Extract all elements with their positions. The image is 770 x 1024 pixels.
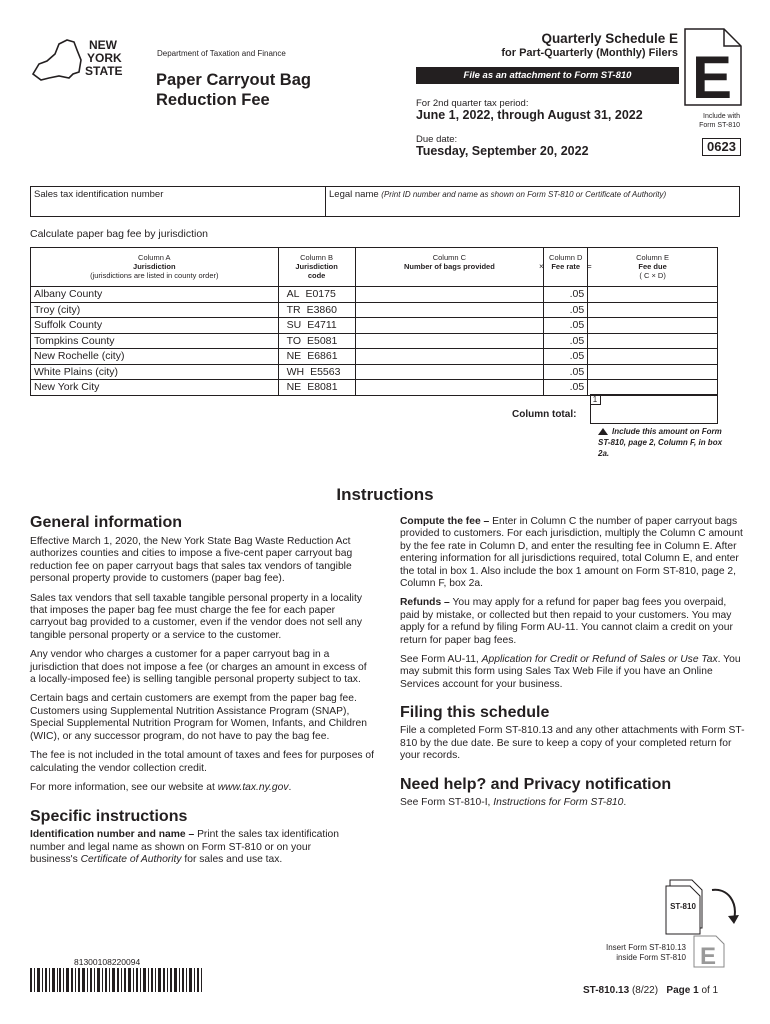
jurisdiction-cell: New Rochelle (city) — [31, 349, 279, 365]
title-line-1: Paper Carryout Bag — [156, 71, 311, 89]
legal-name-text: Legal name — [329, 189, 379, 200]
code-value: E0175 — [305, 288, 336, 301]
column-b-title-2: code — [307, 271, 326, 280]
sales-tax-id-input[interactable] — [31, 201, 324, 216]
logo-text-new: NEW — [89, 38, 117, 52]
specific-italic: Certificate of Authority — [80, 854, 182, 866]
due-date-label: Due date: — [416, 134, 458, 145]
table-row — [31, 287, 718, 303]
column-e-header — [588, 248, 718, 287]
fee-due-input[interactable] — [588, 302, 718, 318]
column-b-header — [278, 248, 355, 287]
code-prefix: TR — [286, 303, 301, 316]
insert-note — [606, 943, 686, 962]
code-prefix: SU — [286, 319, 302, 332]
rate-cell: .05 — [544, 349, 588, 365]
page-of: of 1 — [701, 985, 719, 996]
code-value: E5081 — [307, 334, 338, 347]
bags-input[interactable] — [355, 333, 544, 349]
title-line-2: Reduction Fee — [156, 91, 270, 109]
st810-icon-label: ST-810 — [670, 902, 696, 911]
code-prefix: AL — [286, 288, 300, 301]
jurisdiction-cell: New York City — [31, 380, 279, 396]
help-para — [400, 797, 745, 809]
refunds-para — [400, 597, 745, 647]
bags-input[interactable] — [355, 380, 544, 396]
code-value: E8081 — [307, 381, 338, 394]
code-value: E6861 — [307, 350, 338, 363]
au11-suffix: . You may submit this form using Sales Tax Web File if you have an Online Services account for your business. — [400, 654, 741, 690]
more-info-suffix: . — [288, 781, 292, 793]
box-number: 1 — [590, 394, 601, 405]
fee-due-input[interactable] — [588, 380, 718, 396]
specific-tail: for sales and use tax. — [181, 854, 283, 866]
bags-input[interactable] — [355, 287, 544, 303]
fee-due-input[interactable] — [588, 349, 718, 365]
column-a-title: Jurisdiction — [133, 262, 176, 271]
general-para-1: Effective March 1, 2020, the New York State Bag Waste Reduction Act authorizes counties and cities to impose a five-cent paper carryout bag reduction fee on paper carryout bags that sales tax vendors of tangible personal property provide to customers (paper bag fee). — [30, 536, 353, 585]
legal-name-input[interactable] — [327, 201, 739, 216]
multiply-operator: × — [539, 262, 544, 271]
include-amount-note: Include this amount on Form ST-810, page 2, Column F, in box 2a. — [598, 427, 723, 458]
department-name: Department of Taxation and Finance — [157, 49, 286, 58]
column-d-label: Column D — [549, 253, 583, 262]
jurisdiction-cell: Troy (city) — [31, 302, 279, 318]
column-e-title: Fee due — [638, 262, 667, 271]
rate-cell: .05 — [544, 287, 588, 303]
table-caption: Calculate paper bag fee by jurisdiction — [30, 228, 209, 240]
schedule-title: Quarterly Schedule E — [541, 31, 678, 46]
rate-cell: .05 — [544, 302, 588, 318]
equals-operator: = — [587, 262, 592, 271]
code-value: E3860 — [306, 303, 337, 316]
form-date: (8/22) — [631, 985, 659, 996]
refunds-lead: Refunds – — [400, 597, 450, 609]
help-heading: Need help? and Privacy notification — [400, 775, 672, 793]
column-e-formula: ( C × D) — [639, 271, 666, 280]
period-label: For 2nd quarter tax period: — [416, 98, 529, 109]
code-prefix: NE — [286, 350, 302, 363]
general-info-heading: General information — [30, 514, 183, 531]
compute-text: Enter in Column C the number of paper carryout bags provided to customers. For each jurisdiction, multiply the Column C amount by the fee rate in Column D, and enter the resulting fee in Column E. After entering information for all jurisdictions required, total Column E, and enter the total in box 1. Also include the box 1 amount on Form ST-810, page 2, Column F, box 2a. — [400, 516, 743, 590]
code-value: E5563 — [310, 365, 341, 378]
code-cell — [278, 380, 355, 396]
code-prefix: TO — [286, 334, 301, 347]
jurisdiction-cell: Suffolk County — [31, 318, 279, 334]
jurisdiction-cell: Albany County — [31, 287, 279, 303]
column-total-label: Column total: — [512, 409, 577, 420]
new-york-state-logo — [29, 34, 137, 86]
fee-table — [30, 247, 718, 396]
column-b-label: Column B — [300, 253, 334, 262]
column-total-input[interactable] — [590, 394, 718, 424]
compute-lead: Compute the fee – — [400, 516, 490, 527]
bags-input[interactable] — [355, 364, 544, 380]
bags-input[interactable] — [355, 349, 544, 365]
au11-italic: Application for Credit or Refund of Sales or Use Tax — [481, 654, 718, 666]
table-row — [31, 333, 718, 349]
refunds-text: You may apply for a refund for paper bag fees you overpaid, paid by mistake, or collected but then repaid to your customers. You may apply for a refund by filing Form AU-11. You cannot claim a credit on your return for paper bag fees. — [400, 597, 733, 646]
attachment-banner: File as an attachment to Form ST-810 — [416, 67, 679, 84]
table-row — [31, 364, 718, 380]
rate-cell: .05 — [544, 318, 588, 334]
right-column-section — [400, 516, 745, 809]
general-info-section — [30, 514, 375, 867]
schedule-e-badge — [684, 28, 742, 106]
more-info-para — [30, 782, 375, 794]
e-icon-label: E — [699, 943, 717, 968]
jurisdiction-cell: Tompkins County — [31, 333, 279, 349]
filing-heading: Filing this schedule — [400, 704, 550, 722]
table-row — [31, 302, 718, 318]
code-cell — [278, 349, 355, 365]
website-link[interactable]: www.tax.ny.gov — [217, 781, 289, 793]
logo-text-york: YORK — [87, 51, 122, 65]
specific-lead: Identification number and name – — [30, 829, 195, 841]
au11-prefix: See Form AU-11, — [400, 654, 482, 666]
insert-note-line-1: Insert Form ST-810.13 — [605, 943, 686, 952]
column-c-header — [355, 248, 544, 287]
au11-para — [400, 654, 745, 691]
page-title — [156, 70, 396, 110]
insert-note-line-2: inside Form ST-810 — [616, 952, 686, 962]
column-d-title: Fee rate — [551, 262, 581, 271]
fee-due-input[interactable] — [588, 287, 718, 303]
column-c-label: Column C — [432, 253, 467, 262]
table-row — [31, 349, 718, 365]
page-word: Page — [666, 985, 691, 996]
rate-cell: .05 — [544, 364, 588, 380]
period-value: June 1, 2022, through August 31, 2022 — [416, 108, 643, 122]
rate-cell: .05 — [544, 333, 588, 349]
column-c-title: Number of bags provided — [403, 262, 495, 271]
code-cell — [278, 302, 355, 318]
fee-due-input[interactable] — [588, 364, 718, 380]
bags-input[interactable] — [355, 302, 544, 318]
barcode-icon — [30, 968, 202, 992]
code-cell — [278, 287, 355, 303]
include-with-line-2: Form ST-810 — [699, 122, 740, 129]
code-cell — [278, 364, 355, 380]
column-a-label: Column A — [138, 253, 171, 262]
column-a-note: (jurisdictions are listed in county order) — [90, 271, 219, 280]
instructions-title: Instructions — [336, 485, 434, 504]
compute-para — [400, 516, 745, 590]
help-prefix: See Form ST-810-I, — [400, 796, 494, 808]
table-row — [31, 318, 718, 334]
schedule-subtitle: for Part-Quarterly (Monthly) Filers — [501, 47, 678, 59]
logo-text-state: STATE — [85, 64, 123, 78]
form-id: ST-810.13 — [583, 985, 630, 996]
include-with-line-1: Include with — [703, 113, 740, 120]
legal-name-hint: (Print ID number and name as shown on Form ST-810 or Certificate of Authority) — [381, 190, 667, 199]
due-date-value: Tuesday, September 20, 2022 — [416, 144, 589, 158]
filing-para: File a completed Form ST-810.13 and any other attachments with Form ST-810 by the due date. Be sure to keep a copy of your completed return for your records. — [400, 725, 745, 762]
more-info-prefix: For more information, see our website at — [30, 781, 218, 793]
fee-due-input[interactable] — [588, 333, 718, 349]
table-row — [31, 380, 718, 396]
barcode-number: 81300108220094 — [74, 957, 141, 967]
form-code-box: 0623 — [702, 138, 741, 156]
general-para-3: Any vendor who charges a customer for a paper carryout bag in a jurisdiction that does not impose a fee (or charges an amount in excess of a locally-imposed fee) is selling tangible personal property subject to tax. — [30, 649, 367, 686]
code-prefix: WH — [286, 365, 305, 378]
help-italic: Instructions for Form ST-810 — [493, 796, 624, 808]
include-with-note — [699, 112, 740, 130]
schedule-letter: E — [691, 44, 733, 106]
column-d-header — [544, 248, 588, 287]
specific-para — [30, 829, 360, 866]
code-value: E4711 — [307, 319, 337, 332]
specific-instructions-heading: Specific instructions — [30, 808, 188, 826]
column-e-label: Column E — [636, 253, 670, 262]
jurisdiction-cell: White Plains (city) — [31, 364, 279, 380]
column-b-title: Jurisdiction — [295, 262, 338, 271]
state-outline-shape — [33, 40, 81, 80]
help-suffix: . — [623, 796, 627, 808]
legal-name-label — [329, 189, 666, 200]
identification-divider — [325, 186, 326, 217]
footer-form-id — [583, 985, 718, 996]
bags-input[interactable] — [355, 318, 544, 334]
general-para-4: Certain bags and certain customers are exempt from the paper bag fee. Customers using Supplemental Nutrition Assistance Program (SNAP), Special Supplemental Nutrition Program for Women, Infants, and Children (WIC), or any successor program, do not have to pay the bag fee. — [30, 693, 367, 742]
specific-text: Print the sales tax identification number and legal name as shown on Form ST-810 or on your business's — [30, 829, 340, 866]
rate-cell: .05 — [544, 380, 588, 396]
page-number: 1 — [693, 985, 699, 996]
code-cell — [278, 333, 355, 349]
code-cell — [278, 318, 355, 334]
code-prefix: NE — [286, 381, 302, 394]
general-para-5: The fee is not included in the total amount of taxes and fees for purposes of calculating the vendor collection credit. — [30, 750, 375, 774]
sales-tax-id-label: Sales tax identification number — [34, 189, 164, 200]
general-para-2: Sales tax vendors that sell taxable tangible personal property in a locality that imposes the paper bag fee must charge the fee for each paper carryout bag provided to a customer, even if the vendor does not sell any tangible personal property or a service to the customer. — [30, 592, 362, 641]
column-a-header — [31, 248, 279, 287]
fee-due-input[interactable] — [588, 318, 718, 334]
